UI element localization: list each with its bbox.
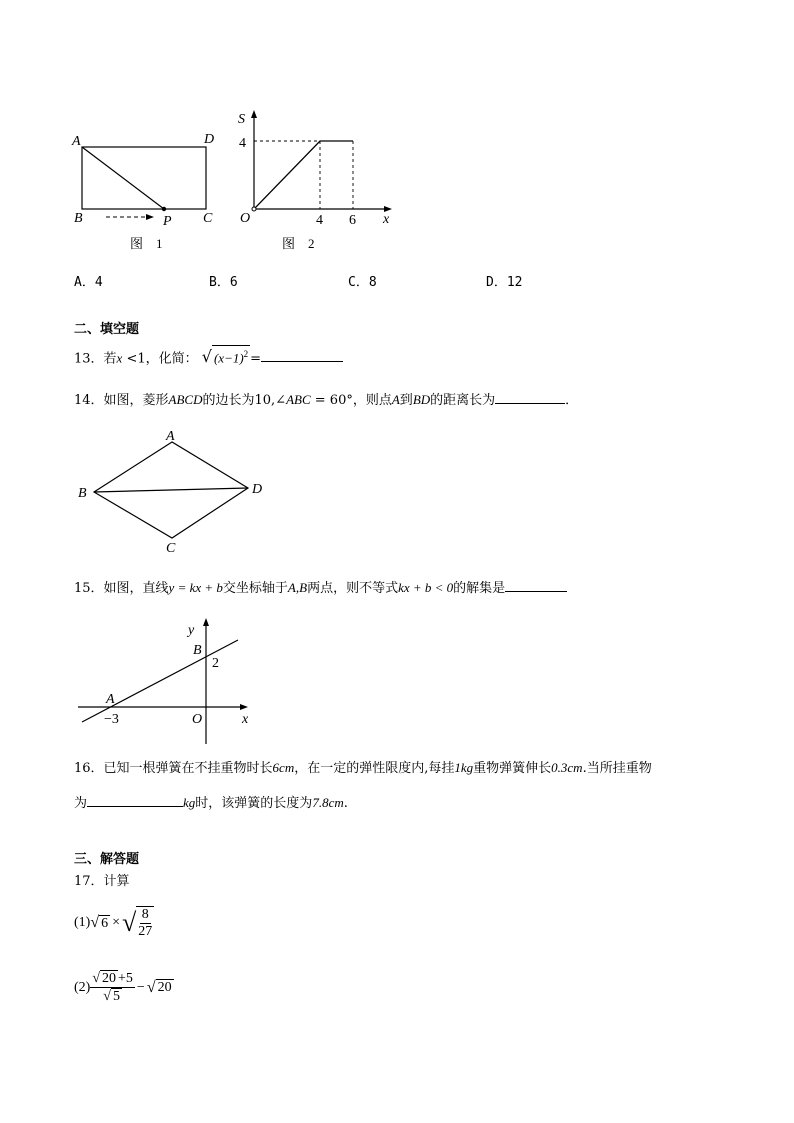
option-b: B．6 [209,275,238,290]
q17-p2-radicand: 20 [157,980,172,995]
q14-text-e: 的距离长为 [430,393,496,408]
q16-text-a: 16．已知一根弹簧在不挂重物时长 [74,761,273,776]
q13-exponent: 2 [243,349,249,359]
q14-abc: ABC [286,392,311,407]
fig1-arrowhead [146,214,154,220]
q16-v4: 7.8cm [312,795,344,810]
q15-text-b: 交坐标轴于 [222,581,288,596]
fig1-label-p: P [163,214,172,229]
q17-p1-radicand: 6 [101,915,109,931]
q16-text-c: 重物弹簧伸长 [473,761,552,776]
fig2-y-arrow [251,110,257,118]
q17-p1-fraction [136,906,154,940]
fig2-label-6: 6 [349,213,356,228]
q15-text-d: 的解集是 [453,581,506,596]
q15-text-a: 15．如图，直线 [74,581,169,596]
figure-14-rhombus [72,428,272,558]
fig14-label-a: A [166,429,175,444]
figure-12 [66,105,406,255]
question-16-line-1 [74,758,652,779]
q16-unit: kg [183,795,196,810]
q14-bd: BD [412,392,431,407]
fig2-label-s: S [238,112,245,127]
q17-p2-label: (2) [74,979,91,995]
fig14-label-c: C [166,541,176,556]
q16-v1: 6cm [272,760,295,775]
fig1-label-b: B [74,211,83,226]
q13-radical: √ $(x-1)^2$ [202,351,250,366]
q17-p2-num-plus: +5 [118,971,133,986]
diagonal-bd [94,488,248,492]
q13-condition: <1，化简： [122,351,198,367]
fig2-graph [254,141,353,209]
q16-text-b: ，在一定的弹性限度内,每挂 [294,761,455,776]
fig1-rectangle [82,147,206,209]
q17-p2-radical-icon: √ [146,978,156,996]
fig1-point-p [162,207,166,211]
figure-15-graph [72,614,272,748]
option-a: A．4 [74,275,103,290]
fig15-label-neg3: −3 [104,712,119,727]
fig2-label-4y: 4 [239,136,246,151]
option-c: C．8 [348,275,377,290]
section-solutions-title: 三、解答题 [74,852,140,867]
q15-answer-blank[interactable] [505,577,567,592]
q17-p1-radical2-icon: √ [122,908,137,937]
fig1-segment-ap [82,147,164,209]
fig2-label-4x: 4 [316,213,323,228]
fig15-label-o: O [192,712,203,727]
q17-p2-denominator: √ 5 [103,989,120,1004]
q16-text-d: .当所挂重物 [582,761,652,776]
fig15-label-y: y [188,623,195,638]
option-d: D．12 [486,275,523,290]
fig15-label-2: 2 [212,656,219,671]
q15-inequality: kx + b < 0 [398,580,454,595]
question-13 [74,345,343,369]
q17-p1-denominator: 27 [138,924,153,939]
q14-answer-blank[interactable] [495,389,565,404]
question-16-line-2 [74,792,348,814]
q17-title: 17．计算 [74,874,130,889]
q14-text-b: 的边长为10,∠ [202,393,287,408]
q16-v2: 1kg [454,760,474,775]
q16-answer-blank[interactable] [87,792,183,807]
q14-a: A [391,392,400,407]
q14-text-a: 14．如图，菱形 [74,393,169,408]
section-fill-blank-title: 二、填空题 [74,322,140,337]
q17-p1-numerator: 8 [141,907,149,922]
q14-text-c: = 60°，则点 [310,393,392,408]
q17-p2-numerator: √ 20 +5 [92,971,133,986]
question-15 [74,577,567,599]
q17-p2-minus: − [136,979,145,995]
q16-text-f: 时，该弹簧的长度为 [195,796,313,811]
q14-end: ． [565,393,579,408]
fig14-label-d: D [252,482,263,497]
fig1-label-a: A [72,134,81,149]
fig2-origin [252,207,256,211]
q15-text-c: 两点，则不等式 [307,581,399,596]
fig15-label-b: B [193,643,202,658]
q16-v3: 0.3cm [551,760,583,775]
fig15-label-x: x [242,712,249,727]
q16-text-e: 为 [74,796,88,811]
q13-var-x: x [116,350,123,366]
q14-text-d: 到 [399,393,413,408]
q13-answer-blank[interactable] [261,347,343,362]
fig15-y-arrow [203,618,209,626]
q17-p1-label: (1) [74,915,91,930]
q13-equals: = [250,351,262,367]
fig14-label-b: B [78,486,87,501]
fig15-x-arrow [240,704,248,710]
fig2-label-o: O [240,211,251,226]
fig15-line [82,640,238,722]
fig2-caption: 图 2 [282,236,315,251]
q14-abcd: ABCD [168,392,203,407]
q17-p2-den-radicand: 5 [112,989,120,1004]
fig1-caption: 图 1 [130,236,163,251]
q13-prefix: 13．若 [74,351,117,367]
q17-p2-fraction [90,970,135,1005]
q17-p1-radical-icon: √ [90,914,100,931]
fig1-label-d: D [204,132,215,147]
fig15-label-a: A [106,692,115,707]
q17-part-1 [74,906,154,940]
q17-p1-times: × [112,915,121,930]
q13-expr: (x−1) [213,350,244,366]
q17-p2-num-radicand: 20 [102,971,117,986]
question-14 [74,389,578,411]
q15-line-eq: y = kx + b [168,580,223,595]
q15-ab: A,B [287,580,308,595]
fig2-label-x: x [383,212,390,227]
q17-part-2 [74,970,174,1005]
q16-end: . [343,796,348,811]
fig1-label-c: C [203,211,213,226]
